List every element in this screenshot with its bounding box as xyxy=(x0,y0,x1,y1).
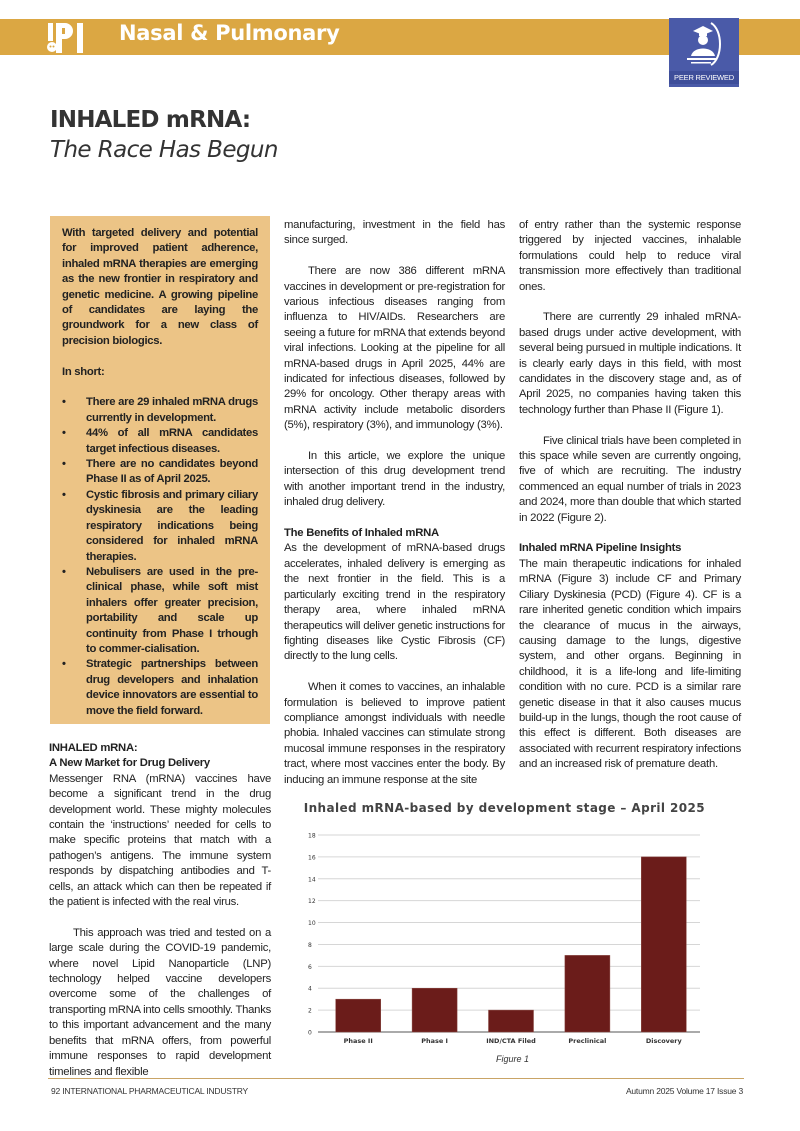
paragraph: Messenger RNA (mRNA) vaccines have become a significant trend in the drug development world. These mighty molecules contain the ‘instructions’ needed for cells to make specific proteins that match with a pathogen’s antigens. The immune system responds by dispatching antibodies and T-cells, an attack which can then be repeated if the patient is infected with the real virus. xyxy=(49,772,271,909)
figure-1-chart xyxy=(300,798,720,1070)
y-tick-label: 12 xyxy=(308,898,316,906)
y-tick-label: 6 xyxy=(308,963,312,971)
bullet-icon: • xyxy=(62,458,66,471)
paragraph: There are now 386 different mRNA vaccines in development or pre-registration for various infectious diseases ranging from influenza to HIV/AIDs. Researchers are seeing a future for mRNA that extends beyond viral infections. Looking at the pipeline for all mRNA-based drugs in April 2025, 44% are indicated for infectious diseases, followed by 29% for oncology. Other therapy areas with mRNA activity include metabolic disorders (5%), respiratory (3%), and immunology (3%). xyxy=(284,265,505,432)
paragraph: There are currently 29 inhaled mRNA-based drugs under active development, with several being pursued in multiple indications. It is clearly early days in this field, with most candidates in the discovery stage and, as of April 2025, no companies having taken this technology further than Phase II (Figure 1). xyxy=(519,311,741,416)
summary-bullet: • There are 29 inhaled mRNA drugs currently in development. xyxy=(62,396,258,424)
y-tick-label: 0 xyxy=(308,1029,312,1037)
paragraph: As the development of mRNA-based drugs accelerates, inhaled delivery is emerging as the next frontier in the field. This is a particularly exciting trend in the respiratory therapy area, where inhaled mRNA therapeutics will deliver genetic instructions for fighting diseases like Cystic Fibrosis (CF) directly to the lung cells. xyxy=(284,542,505,663)
y-tick-label: 8 xyxy=(308,941,312,949)
summary-box xyxy=(50,216,270,724)
ipi-logo-icon xyxy=(47,21,85,55)
graduate-icon xyxy=(681,20,727,68)
summary-bullets xyxy=(62,395,258,719)
section-heading: INHALED mRNA: xyxy=(49,742,138,754)
bar-phase-i xyxy=(412,988,457,1032)
footer-issue: Autumn 2025 Volume 17 Issue 3 xyxy=(625,1086,743,1096)
summary-bullet: • Cystic fibrosis and primary ciliary dyskinesia are the leading respiratory indications being considered for inhaled mRNA therapies. xyxy=(62,488,258,563)
y-tick-label: 14 xyxy=(308,876,316,884)
x-tick-label: Phase I xyxy=(421,1037,448,1045)
paragraph: In this article, we explore the unique intersection of this drug development trend with another important trend in the industry, inhaled drug delivery. xyxy=(284,450,505,509)
article-column-2 xyxy=(284,218,505,788)
y-tick-label: 4 xyxy=(308,985,312,993)
bar-ind-cta-filed xyxy=(489,1010,534,1032)
peer-reviewed-label: PEER REVIEWED xyxy=(669,71,739,84)
bar-chart xyxy=(300,798,720,1054)
y-tick-label: 18 xyxy=(308,832,316,840)
y-tick-label: 2 xyxy=(308,1007,312,1015)
paragraph: Five clinical trials have been completed in this space while seven are currently ongoing, five of which are recruiting. The industry commenced an equal number of trials in 2023 and 2024, more than double that which started in 2022 (Figure 2). xyxy=(519,434,741,524)
section-subheading: A New Market for Drug Delivery xyxy=(49,757,210,770)
summary-bullet: • Strategic partnerships between drug developers and inhalation device innovators are essential to move the field forward. xyxy=(62,658,258,717)
x-tick-label: Preclinical xyxy=(568,1037,607,1045)
footer-divider xyxy=(48,1078,744,1079)
bullet-icon: • xyxy=(62,427,66,440)
bar-preclinical xyxy=(565,955,610,1032)
chart-title: Inhaled mRNA-based by development stage – April 2025 xyxy=(303,801,705,815)
bar-discovery xyxy=(641,857,686,1032)
section-title: Nasal & Pulmonary xyxy=(119,21,340,45)
footer-page-publication: 92 INTERNATIONAL PHARMACEUTICAL INDUSTRY xyxy=(51,1086,248,1096)
summary-bullet: • 44% of all mRNA candidates target infectious diseases. xyxy=(62,427,258,455)
article-column-3 xyxy=(519,218,741,773)
bullet-icon: • xyxy=(62,488,66,501)
article-subtitle: The Race Has Begun xyxy=(50,137,278,163)
peer-reviewed-badge xyxy=(669,18,739,87)
article-column-1 xyxy=(49,741,271,1080)
x-tick-label: IND/CTA Filed xyxy=(486,1037,536,1045)
paragraph: manufacturing, investment in the field has since surged. xyxy=(284,219,505,247)
paragraph: The main therapeutic indications for inhaled mRNA (Figure 3) include CF and Primary Ciliary Dyskinesia (PCD) (Figure 4). CF is a rare inherited genetic condition which impairs the clearance of mucus in the airways, causing damage to the lungs, digestive system, and other organs. Beginning in childhood, it is a life-long and life-limiting condition with no cure. PCD is a similar rare genetic disease in that it also causes mucus build-up in the lungs, though the root cause of this effect is different. Both diseases are associated with recurrent respiratory infections and an increased risk of premature death. xyxy=(519,557,741,771)
bullet-icon: • xyxy=(62,658,66,671)
x-tick-label: Phase II xyxy=(343,1037,373,1045)
bar-phase-ii xyxy=(336,999,381,1032)
summary-bullet: • There are no candidates beyond Phase II as of April 2025. xyxy=(62,458,258,486)
paragraph: of entry rather than the systemic response triggered by injected vaccines, inhalable formulations could help to reduce viral transmission more effectively than traditional ones. xyxy=(519,219,741,293)
bullet-icon: • xyxy=(62,396,66,409)
article-title: INHALED mRNA: xyxy=(50,107,251,133)
x-tick-label: Discovery xyxy=(645,1037,682,1045)
summary-intro: With targeted delivery and potential for improved patient adherence, inhaled mRNA therapies are emerging as the new frontier in respiratory and genetic medicine. A growing pipeline of candidates are laying the groundwork for a new class of precision biologics. xyxy=(62,227,258,347)
y-tick-label: 16 xyxy=(308,854,316,862)
figure-caption: Figure 1 xyxy=(495,1054,530,1064)
summary-bullet: • Nebulisers are used in the pre-clinical phase, while soft mist inhalers offer greater precision, portability and scale up continuity from Phase I trhough to commer-cialisation. xyxy=(62,565,258,655)
summary-content xyxy=(62,226,258,719)
bullet-icon: • xyxy=(62,565,66,578)
section-heading: The Benefits of Inhaled mRNA xyxy=(284,527,439,540)
section-heading: Inhaled mRNA Pipeline Insights xyxy=(519,542,682,555)
y-tick-label: 10 xyxy=(308,920,316,928)
paragraph: This approach was tried and tested on a large scale during the COVID-19 pandemic, where novel Lipid Nanoparticle (LNP) technology helped vaccine developers overcome some of the challenges of transporting mRNA into cells smoothly. Thanks to this important advancement and the many benefits that mRNA offers, from powerful immune responses to rapid development timelines and flexible xyxy=(49,926,271,1078)
paragraph: When it comes to vaccines, an inhalable formulation is believed to improve patient compliance amongst individuals with needle phobia. Inhaled vaccines can stimulate strong mucosal immune responses in the respiratory tract, where most vaccines enter the body. By inducing an immune response at the site xyxy=(284,681,505,786)
in-short-label: In short: xyxy=(62,365,105,378)
